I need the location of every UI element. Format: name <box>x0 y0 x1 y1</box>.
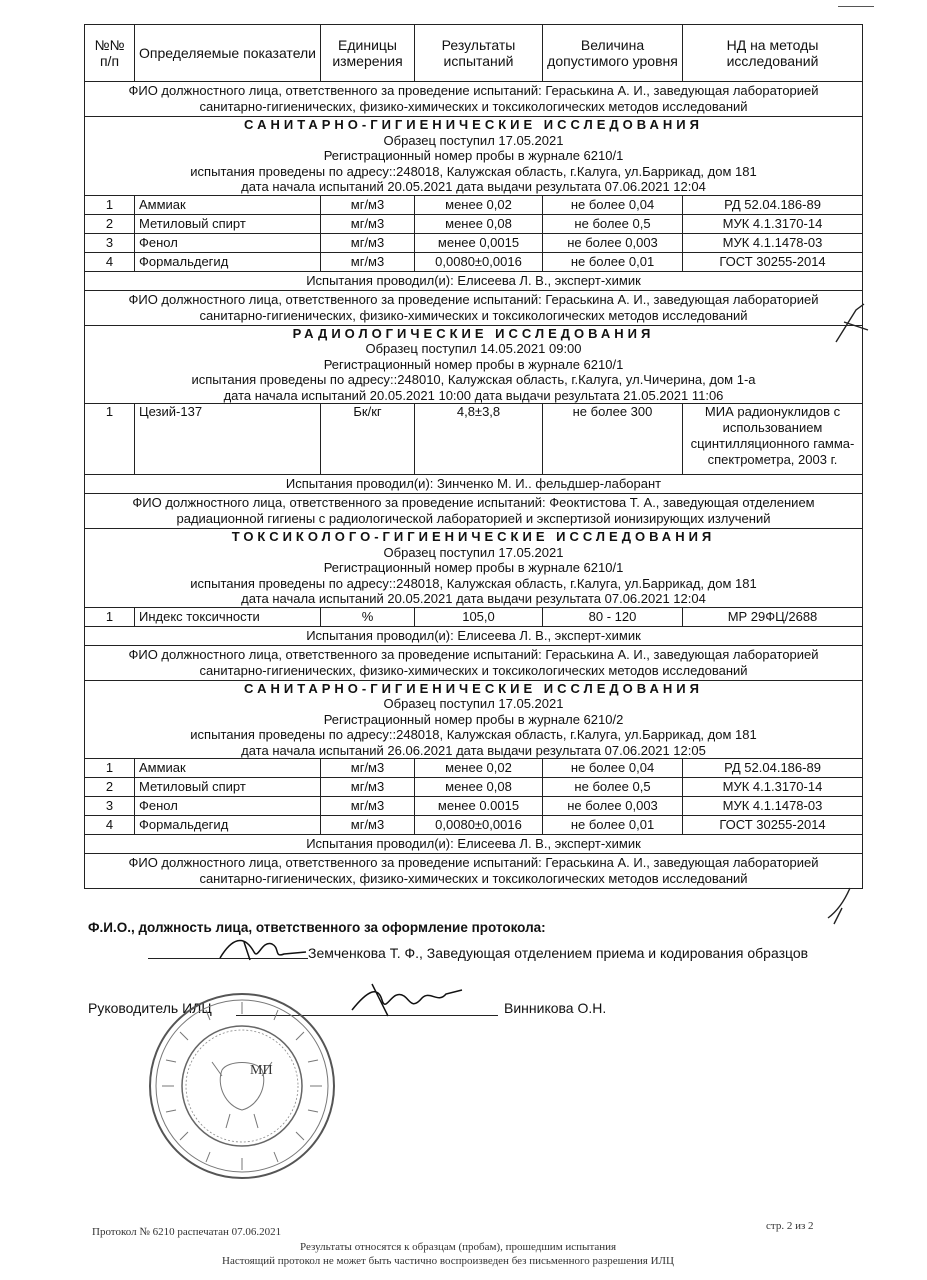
section-header-row <box>85 529 863 608</box>
sample-received: Образец поступил 17.05.2021 <box>383 544 564 560</box>
test-address: испытания проведены по адресу::248018, Калужская область, г.Калуга, ул.Баррикад, дом 181 <box>190 727 757 742</box>
performed-by: Испытания проводил(и): Елисеева Л. В., эксперт-химик <box>306 836 641 851</box>
responsible-person-cell <box>85 82 863 117</box>
limit: не более 0,04 <box>543 759 683 778</box>
official-seal <box>146 990 338 1182</box>
responsible-person-cell <box>85 854 863 889</box>
unit: мг/м3 <box>321 778 415 797</box>
responsible-person-cell <box>85 290 863 325</box>
method: РД 52.04.186-89 <box>683 759 863 778</box>
footer-note-1: Результаты относятся к образцам (пробам), прошедшим испытания <box>300 1241 617 1253</box>
method: МУК 4.1.1478-03 <box>683 233 863 252</box>
table-row <box>85 759 863 778</box>
limit: не более 0,01 <box>543 816 683 835</box>
test-address: испытания проведены по адресу::248018, Калужская область, г.Калуга, ул.Баррикад, дом 181 <box>190 163 757 179</box>
responsible-person-line-1: ФИО должностного лица, ответственного за проведение испытаний: Гераськина А. И., заведующая лабораторией <box>128 646 819 662</box>
performed-by-row <box>85 835 863 854</box>
section-header-cell <box>85 529 863 608</box>
test-address: испытания проведены по адресу::248018, Калужская область, г.Калуга, ул.Баррикад, дом 181 <box>190 575 757 591</box>
row-number: 2 <box>85 778 135 797</box>
row-number: 1 <box>85 404 135 475</box>
result: 4,8±3,8 <box>415 404 543 475</box>
header-units: Единицы измерения <box>321 25 415 82</box>
row-number: 1 <box>85 195 135 214</box>
sample-received: Образец поступил 17.05.2021 <box>383 132 564 148</box>
registration-number: Регистрационный номер пробы в журнале 6210/2 <box>323 711 624 727</box>
header-num: №№ п/п <box>85 25 135 82</box>
top-dash <box>838 6 874 7</box>
row-number: 3 <box>85 233 135 252</box>
result: менее 0,08 <box>415 214 543 233</box>
section-header-cell <box>85 325 863 404</box>
result: менее 0,08 <box>415 778 543 797</box>
method: МУК 4.1.1478-03 <box>683 797 863 816</box>
result: 0,0080±0,0016 <box>415 252 543 271</box>
limit: не более 0,01 <box>543 252 683 271</box>
registration-number: Регистрационный номер пробы в журнале 6210/1 <box>323 148 624 163</box>
header-indicator: Определяемые показатели <box>135 25 321 82</box>
table-row <box>85 195 863 214</box>
method: ГОСТ 30255-2014 <box>683 816 863 835</box>
seal-text: МП <box>250 1063 273 1078</box>
unit: мг/м3 <box>321 195 415 214</box>
responsible-person-line-2: санитарно-гигиенических, физико-химических и токсикологических методов исследований <box>199 662 748 678</box>
table-row <box>85 797 863 816</box>
unit: мг/м3 <box>321 214 415 233</box>
indicator-name: Индекс токсичности <box>135 607 321 626</box>
head-name: Винникова О.Н. <box>504 1000 607 1016</box>
result: 105,0 <box>415 607 543 626</box>
footer-page: стр. 2 из 2 <box>766 1220 814 1232</box>
method: ГОСТ 30255-2014 <box>683 252 863 271</box>
responsible-person-row <box>85 82 863 117</box>
unit: мг/м3 <box>321 797 415 816</box>
section-title: САНИТАРНО-ГИГИЕНИЧЕСКИЕ ИССЛЕДОВАНИЯ <box>244 680 703 696</box>
performed-by: Испытания проводил(и): Елисеева Л. В., эксперт-химик <box>306 627 641 643</box>
section-title: РАДИОЛОГИЧЕСКИЕ ИССЛЕДОВАНИЯ <box>292 325 655 341</box>
responsible-signature <box>214 930 314 966</box>
performed-by: Испытания проводил(и): Елисеева Л. В., эксперт-химик <box>306 272 641 288</box>
responsible-person-line-2: радиационной гигиены с радиологической лабораторией и экспертизой ионизирующих излучений <box>176 511 771 526</box>
result: менее 0,02 <box>415 759 543 778</box>
indicator-name: Метиловый спирт <box>135 214 321 233</box>
responsible-person-row <box>85 645 863 680</box>
table-row <box>85 252 863 271</box>
indicator-name: Формальдегид <box>135 252 321 271</box>
unit: мг/м3 <box>321 759 415 778</box>
result: менее 0,0015 <box>415 233 543 252</box>
responsible-person-cell <box>85 494 863 529</box>
section-title: ТОКСИКОЛОГО-ГИГИЕНИЧЕСКИЕ ИССЛЕДОВАНИЯ <box>231 529 716 544</box>
registration-number: Регистрационный номер пробы в журнале 6210/1 <box>323 356 624 372</box>
check-mark-1 <box>830 300 874 348</box>
row-number: 1 <box>85 607 135 626</box>
performed-by-cell <box>85 271 863 290</box>
test-dates: дата начала испытаний 20.05.2021 дата выдачи результата 07.06.2021 12:04 <box>241 591 706 606</box>
footer-note-2: Настоящий протокол не может быть частично воспроизведен без письменного разрешения ИЛЦ <box>222 1255 674 1267</box>
performed-by-row <box>85 271 863 290</box>
table-row <box>85 404 863 475</box>
performed-by-cell <box>85 626 863 645</box>
method: МУК 4.1.3170-14 <box>683 778 863 797</box>
footer-protocol: Протокол № 6210 распечатан 07.06.2021 <box>92 1226 282 1238</box>
limit: не более 0,5 <box>543 778 683 797</box>
row-number: 4 <box>85 252 135 271</box>
method: РД 52.04.186-89 <box>683 195 863 214</box>
test-address: испытания проведены по адресу::248010, Калужская область, г.Калуга, ул.Чичерина, дом 1-а <box>191 372 756 387</box>
section-header-cell <box>85 680 863 759</box>
performed-by: Испытания проводил(и): Зинченко М. И.. фельдшер-лаборант <box>285 476 662 491</box>
limit: не более 0,04 <box>543 195 683 214</box>
sample-received: Образец поступил 14.05.2021 09:00 <box>365 341 582 356</box>
sample-received: Образец поступил 17.05.2021 <box>383 696 564 711</box>
registration-number: Регистрационный номер пробы в журнале 6210/1 <box>323 560 624 575</box>
header-method: НД на методы исследований <box>683 25 863 82</box>
section-header-row <box>85 325 863 404</box>
unit: мг/м3 <box>321 252 415 271</box>
responsible-person-line-1: ФИО должностного лица, ответственного за проведение испытаний: Гераськина А. И., заведующая лабораторией <box>128 83 819 98</box>
table-row <box>85 233 863 252</box>
indicator-name: Формальдегид <box>135 816 321 835</box>
unit: мг/м3 <box>321 233 415 252</box>
row-number: 2 <box>85 214 135 233</box>
indicator-name: Фенол <box>135 233 321 252</box>
indicator-name: Цезий-137 <box>135 404 321 475</box>
section-header-row <box>85 680 863 759</box>
unit: мг/м3 <box>321 816 415 835</box>
section-header-row <box>85 117 863 196</box>
limit: не более 0,5 <box>543 214 683 233</box>
responsible-person-row <box>85 854 863 889</box>
responsible-person-row <box>85 290 863 325</box>
row-number: 1 <box>85 759 135 778</box>
head-signature <box>348 980 468 1020</box>
results-table <box>84 24 863 889</box>
check-mark-2 <box>820 878 864 928</box>
table-header <box>85 25 863 82</box>
unit: % <box>321 607 415 626</box>
responsible-name: Земченкова Т. Ф., Заведующая отделением приема и кодирования образцов <box>308 945 809 961</box>
responsible-person-line-2: санитарно-гигиенических, физико-химических и токсикологических методов исследований <box>199 307 748 323</box>
responsible-person-cell <box>85 645 863 680</box>
header-results: Результаты испытаний <box>415 25 543 82</box>
test-dates: дата начала испытаний 20.05.2021 дата выдачи результата 07.06.2021 12:04 <box>241 179 706 194</box>
indicator-name: Метиловый спирт <box>135 778 321 797</box>
test-dates: дата начала испытаний 20.05.2021 10:00 дата выдачи результата 21.05.2021 11:06 <box>223 387 724 403</box>
method: МИА радионуклидов с использованием сцинтилляционного гамма-спектрометра, 2003 г. <box>683 404 863 475</box>
result: менее 0.0015 <box>415 797 543 816</box>
responsible-person-line-1: ФИО должностного лица, ответственного за проведение испытаний: Гераськина А. И., заведующая лабораторией <box>128 855 819 870</box>
test-dates: дата начала испытаний 26.06.2021 дата выдачи результата 07.06.2021 12:05 <box>241 742 706 758</box>
method: МР 29ФЦ/2688 <box>683 607 863 626</box>
responsible-person-line-1: ФИО должностного лица, ответственного за проведение испытаний: Гераськина А. И., заведующая лабораторией <box>128 291 819 307</box>
responsible-person-line-2: санитарно-гигиенических, физико-химических и токсикологических методов исследований <box>199 99 748 114</box>
performed-by-row <box>85 475 863 494</box>
performed-by-cell <box>85 835 863 854</box>
section-title: САНИТАРНО-ГИГИЕНИЧЕСКИЕ ИССЛЕДОВАНИЯ <box>244 117 703 132</box>
responsible-label: Ф.И.О., должность лица, ответственного за оформление протокола: <box>88 920 546 935</box>
method: МУК 4.1.3170-14 <box>683 214 863 233</box>
responsible-person-line-1: ФИО должностного лица, ответственного за проведение испытаний: Феоктистова Т. А., заведующая отделением <box>132 495 815 510</box>
row-number: 3 <box>85 797 135 816</box>
performed-by-cell <box>85 475 863 494</box>
unit: Бк/кг <box>321 404 415 475</box>
limit: не более 0,003 <box>543 233 683 252</box>
performed-by-row <box>85 626 863 645</box>
row-number: 4 <box>85 816 135 835</box>
header-limit: Величина допустимого уровня <box>543 25 683 82</box>
table-row <box>85 816 863 835</box>
section-header-cell <box>85 117 863 196</box>
indicator-name: Аммиак <box>135 195 321 214</box>
indicator-name: Аммиак <box>135 759 321 778</box>
result: менее 0,02 <box>415 195 543 214</box>
table-row <box>85 778 863 797</box>
responsible-person-row <box>85 494 863 529</box>
table-row <box>85 214 863 233</box>
limit: не более 300 <box>543 404 683 475</box>
result: 0,0080±0,0016 <box>415 816 543 835</box>
head-label: Руководитель ИЛЦ <box>88 1000 212 1016</box>
limit: не более 0,003 <box>543 797 683 816</box>
table-row <box>85 607 863 626</box>
responsible-person-line-2: санитарно-гигиенических, физико-химических и токсикологических методов исследований <box>199 871 748 886</box>
limit: 80 - 120 <box>543 607 683 626</box>
indicator-name: Фенол <box>135 797 321 816</box>
